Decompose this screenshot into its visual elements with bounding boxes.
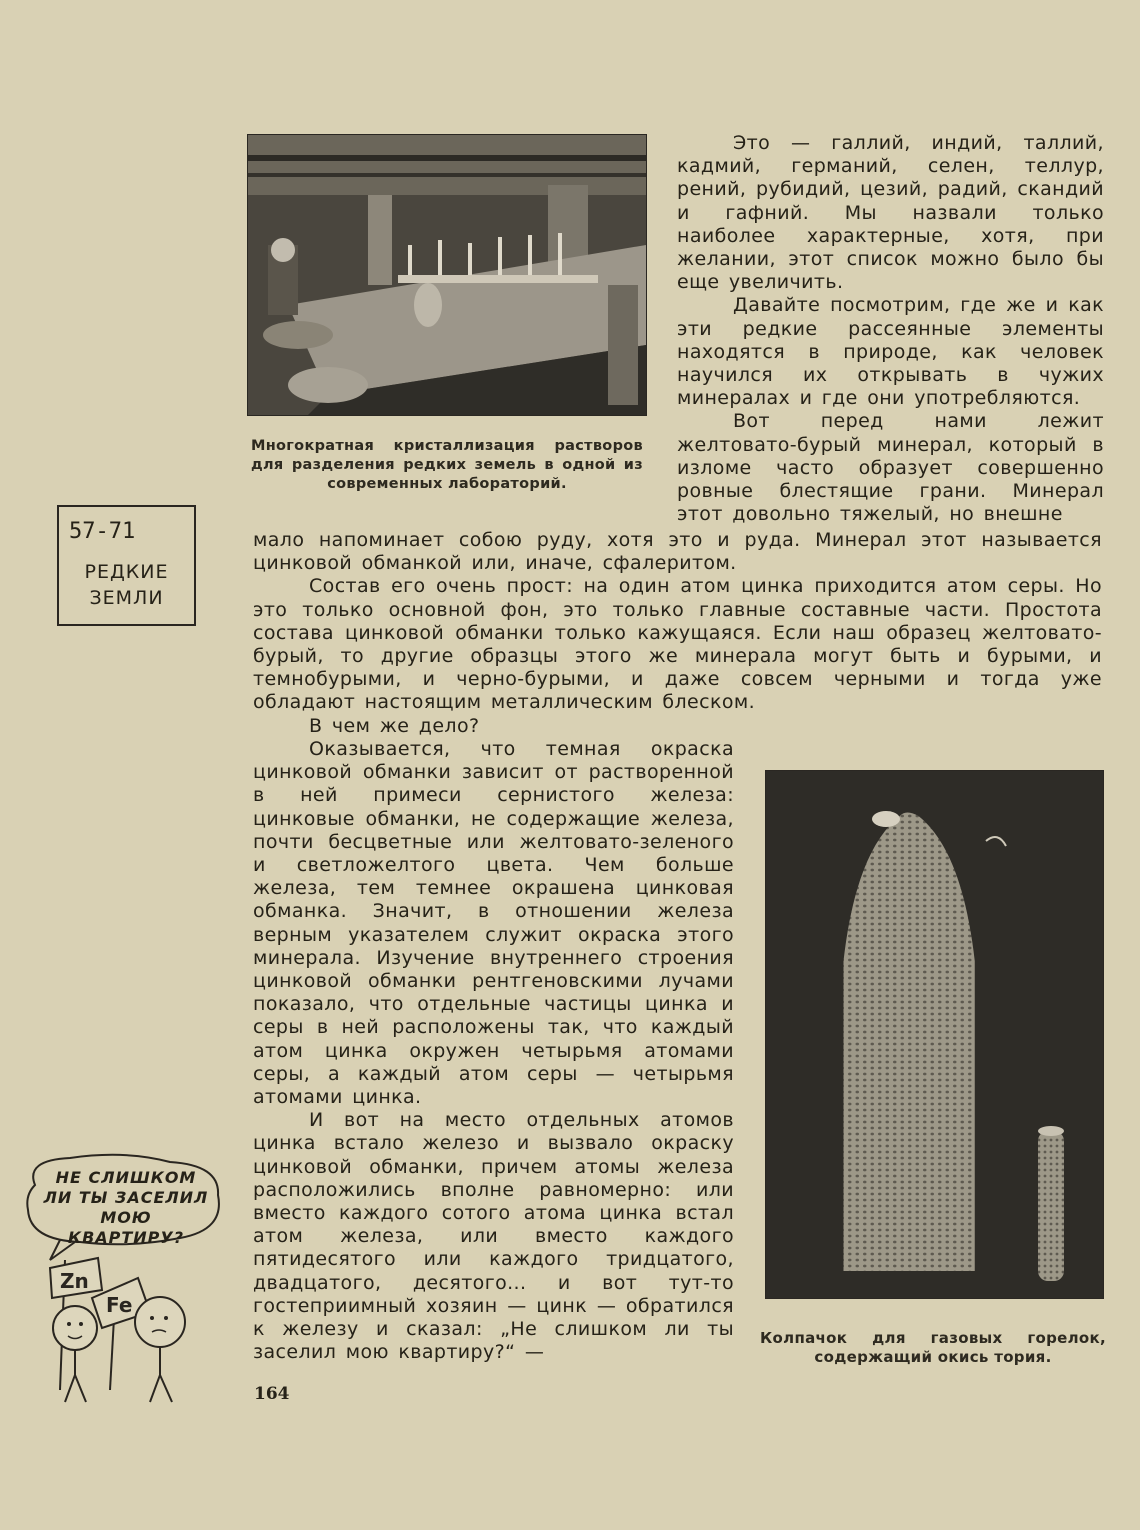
- chapter-range: 57-71: [69, 519, 136, 544]
- chapter-box: [57, 505, 196, 626]
- paragraph-iron-replacement: И вот на место отдельных атомов цинка встало железо и вызвало окраску цинковой обманки, причем атомы железа расположились вполне равномерно: или вместо каждого сотого атома цинка встал атом железа, или вместо каждого пятидесятого или каждого тридцатого, двадцатого, десятого... и вот тут-то гостеприимный хозяин — цинк — обратился к железу и сказал: „Не слишком ли ты заселил мою квартиру?“ —: [253, 1109, 734, 1364]
- gas-mantle-illustration: [766, 771, 1103, 1298]
- paragraph-question: В чем же дело?: [309, 714, 480, 737]
- left-column-lower: [253, 738, 734, 1364]
- lab-photo-caption: Многократная кристаллизация растворов для разделения редких земель в одной из современных лабораторий.: [251, 438, 643, 492]
- page-number: 164: [254, 1384, 290, 1404]
- gas-mantle-caption: Колпачок для газовых горелок, содержащий окись тория.: [760, 1329, 1106, 1366]
- paragraph-color-reason: Оказывается, что темная окраска цинковой обманки зависит от растворенной в ней примеси сернистого железа: цинковые обманки, не содержащие железа, почти бесцветные или желтовато-зеленого и светложелтого цвета. Чем больше железа, тем темнее окрашена цинковая обманка. Значит, в отношении железа верным указателем служит окраска этого минерала. Изучение внутреннего строения цинковой обманки рентгеновскими лучами показало, что отдельные частицы цинка и серы в ней расположены так, что каждый атом цинка окружен четырьмя атомами серы, а каждый атом серы — четырьмя атомами цинка.: [253, 738, 734, 1109]
- cartoon: [20, 1150, 230, 1410]
- paragraph-lets-see: Давайте посмотрим, где же и как эти редкие рассеянные элементы находятся в природе, как человек научился их открывать в чужих минералах и где они употребляются.: [677, 294, 1104, 410]
- chapter-title-line1: РЕДКИЕ: [84, 561, 169, 583]
- paragraph-elements-list: Это — галлий, индий, таллий, кадмий, германий, селен, теллур, рений, рубидий, цезий, радий, скандий и гафний. Мы назвали только наиболее характерные, хотя, при желании, этот список можно было бы еще увеличить.: [677, 132, 1104, 294]
- chapter-title: [59, 559, 194, 611]
- gas-mantle-photo: [765, 770, 1104, 1299]
- chapter-title-line2: ЗЕМЛИ: [89, 587, 164, 609]
- lab-photo: [247, 134, 647, 416]
- iron-label: Fe: [106, 1293, 133, 1317]
- right-column-top: [677, 132, 1104, 526]
- zinc-label: Zn: [60, 1269, 89, 1293]
- lab-photo-illustration: [248, 135, 646, 415]
- full-width-text: [253, 529, 1102, 738]
- paragraph-composition: Состав его очень прост: на один атом цинка приходится атом серы. Но это только основной фон, это только главные составные части. Простота состава цинковой обманки только кажущаяся. Если наш образец желтовато-бурый, то другие образцы этого же минерала могут быть и бурыми, и темнобурыми, и черно-бурыми, и даже совсем черными и тогда уже обладают настоящим металлическим блеском.: [253, 575, 1102, 714]
- paragraph-ore: мало напоминает собою руду, хотя это и руда. Минерал этот называется цинковой обманкой или, иначе, сфалеритом.: [253, 529, 1102, 575]
- paragraph-mineral: Вот перед нами лежит желтовато-бурый минерал, который в изломе часто образует совершенно ровные блестящие грани. Минерал этот довольно тяжелый, но внешне: [677, 410, 1104, 526]
- cartoon-speech-bubble: НЕ СЛИШКОМ ЛИ ТЫ ЗАСЕЛИЛ МОЮ КВАРТИРУ?: [43, 1168, 209, 1247]
